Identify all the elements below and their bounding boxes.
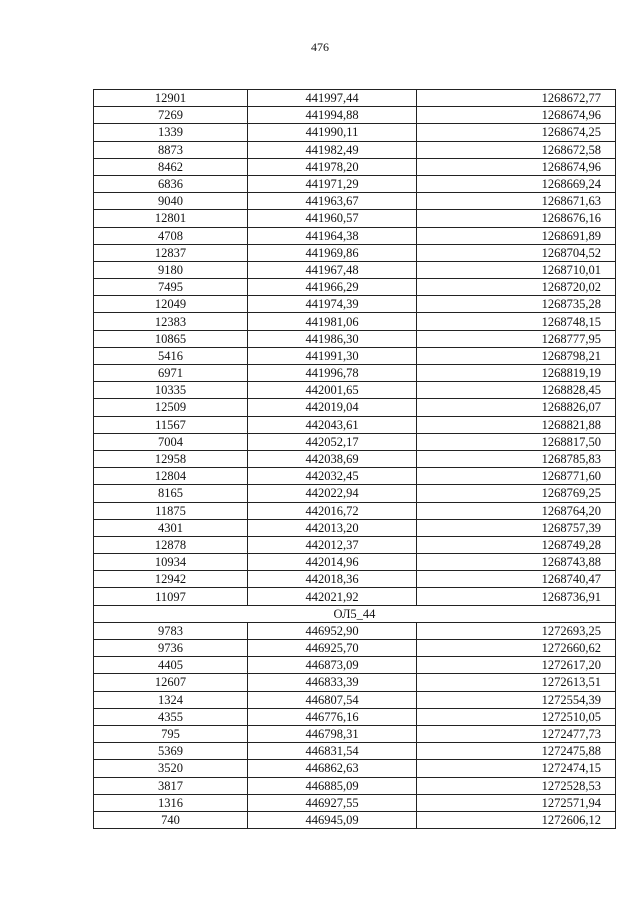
point-id-cell: 8873 — [94, 141, 248, 158]
x-coordinate-cell: 442022,94 — [248, 485, 417, 502]
x-coordinate-cell: 441966,29 — [248, 279, 417, 296]
point-id-cell: 3520 — [94, 760, 248, 777]
point-id-cell: 1324 — [94, 691, 248, 708]
section-label: ОЛ5_44 — [94, 605, 616, 622]
table-row — [94, 382, 616, 399]
point-id-cell: 1339 — [94, 124, 248, 141]
y-coordinate-cell: 1272660,62 — [417, 640, 616, 657]
x-coordinate-cell: 446798,31 — [248, 725, 417, 742]
x-coordinate-cell: 442018,36 — [248, 571, 417, 588]
table-row — [94, 107, 616, 124]
y-coordinate-cell: 1268817,50 — [417, 433, 616, 450]
y-coordinate-cell: 1268674,25 — [417, 124, 616, 141]
table-row — [94, 571, 616, 588]
table-row — [94, 640, 616, 657]
x-coordinate-cell: 442032,45 — [248, 468, 417, 485]
x-coordinate-cell: 446776,16 — [248, 708, 417, 725]
x-coordinate-cell: 446833,39 — [248, 674, 417, 691]
y-coordinate-cell: 1268785,83 — [417, 450, 616, 467]
y-coordinate-cell: 1272477,73 — [417, 725, 616, 742]
y-coordinate-cell: 1272474,15 — [417, 760, 616, 777]
table-row — [94, 708, 616, 725]
table-row — [94, 296, 616, 313]
x-coordinate-cell: 441960,57 — [248, 210, 417, 227]
table-row — [94, 90, 616, 107]
x-coordinate-cell: 441997,44 — [248, 90, 417, 107]
y-coordinate-cell: 1272606,12 — [417, 811, 616, 828]
x-coordinate-cell: 446927,55 — [248, 794, 417, 811]
point-id-cell: 4301 — [94, 519, 248, 536]
table-row — [94, 743, 616, 760]
point-id-cell: 12383 — [94, 313, 248, 330]
point-id-cell: 12804 — [94, 468, 248, 485]
x-coordinate-cell: 442012,37 — [248, 536, 417, 553]
x-coordinate-cell: 446873,09 — [248, 657, 417, 674]
table-row — [94, 399, 616, 416]
y-coordinate-cell: 1272617,20 — [417, 657, 616, 674]
x-coordinate-cell: 441964,38 — [248, 227, 417, 244]
table-row — [94, 416, 616, 433]
x-coordinate-cell: 442013,20 — [248, 519, 417, 536]
x-coordinate-cell: 442019,04 — [248, 399, 417, 416]
table-row — [94, 468, 616, 485]
y-coordinate-cell: 1268764,20 — [417, 502, 616, 519]
point-id-cell: 12958 — [94, 450, 248, 467]
x-coordinate-cell: 441994,88 — [248, 107, 417, 124]
point-id-cell: 11875 — [94, 502, 248, 519]
point-id-cell: 7495 — [94, 279, 248, 296]
x-coordinate-cell: 441978,20 — [248, 158, 417, 175]
table-row — [94, 657, 616, 674]
y-coordinate-cell: 1268691,89 — [417, 227, 616, 244]
coordinates-table — [93, 89, 616, 829]
y-coordinate-cell: 1268748,15 — [417, 313, 616, 330]
y-coordinate-cell: 1268736,91 — [417, 588, 616, 605]
point-id-cell: 4708 — [94, 227, 248, 244]
point-id-cell: 12607 — [94, 674, 248, 691]
x-coordinate-cell: 442001,65 — [248, 382, 417, 399]
point-id-cell: 12801 — [94, 210, 248, 227]
y-coordinate-cell: 1268669,24 — [417, 175, 616, 192]
point-id-cell: 9180 — [94, 261, 248, 278]
x-coordinate-cell: 446862,63 — [248, 760, 417, 777]
table-row — [94, 450, 616, 467]
y-coordinate-cell: 1272528,53 — [417, 777, 616, 794]
point-id-cell: 10335 — [94, 382, 248, 399]
table-row — [94, 279, 616, 296]
x-coordinate-cell: 442038,69 — [248, 450, 417, 467]
x-coordinate-cell: 441969,86 — [248, 244, 417, 261]
x-coordinate-cell: 441982,49 — [248, 141, 417, 158]
table-row — [94, 811, 616, 828]
point-id-cell: 9736 — [94, 640, 248, 657]
y-coordinate-cell: 1268720,02 — [417, 279, 616, 296]
x-coordinate-cell: 442021,92 — [248, 588, 417, 605]
table-row — [94, 261, 616, 278]
x-coordinate-cell: 446952,90 — [248, 622, 417, 639]
point-id-cell: 4405 — [94, 657, 248, 674]
point-id-cell: 7269 — [94, 107, 248, 124]
point-id-cell: 12901 — [94, 90, 248, 107]
table-row — [94, 588, 616, 605]
table-row — [94, 124, 616, 141]
point-id-cell: 10934 — [94, 554, 248, 571]
y-coordinate-cell: 1272693,25 — [417, 622, 616, 639]
x-coordinate-cell: 441996,78 — [248, 365, 417, 382]
table-row — [94, 347, 616, 364]
table-row — [94, 313, 616, 330]
table-row — [94, 330, 616, 347]
x-coordinate-cell: 441990,11 — [248, 124, 417, 141]
y-coordinate-cell: 1272554,39 — [417, 691, 616, 708]
y-coordinate-cell: 1272510,05 — [417, 708, 616, 725]
x-coordinate-cell: 441971,29 — [248, 175, 417, 192]
y-coordinate-cell: 1268777,95 — [417, 330, 616, 347]
point-id-cell: 8462 — [94, 158, 248, 175]
y-coordinate-cell: 1268672,58 — [417, 141, 616, 158]
y-coordinate-cell: 1272613,51 — [417, 674, 616, 691]
x-coordinate-cell: 442016,72 — [248, 502, 417, 519]
y-coordinate-cell: 1268749,28 — [417, 536, 616, 553]
y-coordinate-cell: 1268798,21 — [417, 347, 616, 364]
table-row — [94, 175, 616, 192]
x-coordinate-cell: 442014,96 — [248, 554, 417, 571]
y-coordinate-cell: 1268674,96 — [417, 107, 616, 124]
y-coordinate-cell: 1272571,94 — [417, 794, 616, 811]
y-coordinate-cell: 1268821,88 — [417, 416, 616, 433]
point-id-cell: 6836 — [94, 175, 248, 192]
table-row — [94, 674, 616, 691]
point-id-cell: 9040 — [94, 193, 248, 210]
point-id-cell: 1316 — [94, 794, 248, 811]
table-row — [94, 141, 616, 158]
point-id-cell: 3817 — [94, 777, 248, 794]
y-coordinate-cell: 1268735,28 — [417, 296, 616, 313]
table-row — [94, 193, 616, 210]
y-coordinate-cell: 1268771,60 — [417, 468, 616, 485]
point-id-cell: 8165 — [94, 485, 248, 502]
y-coordinate-cell: 1268740,47 — [417, 571, 616, 588]
point-id-cell: 5416 — [94, 347, 248, 364]
x-coordinate-cell: 441963,67 — [248, 193, 417, 210]
table-row — [94, 725, 616, 742]
x-coordinate-cell: 441974,39 — [248, 296, 417, 313]
table-row — [94, 777, 616, 794]
table-row — [94, 210, 616, 227]
point-id-cell: 12049 — [94, 296, 248, 313]
table-row — [94, 536, 616, 553]
point-id-cell: 795 — [94, 725, 248, 742]
y-coordinate-cell: 1272475,88 — [417, 743, 616, 760]
y-coordinate-cell: 1268671,63 — [417, 193, 616, 210]
point-id-cell: 740 — [94, 811, 248, 828]
x-coordinate-cell: 446945,09 — [248, 811, 417, 828]
table-row — [94, 158, 616, 175]
table-row — [94, 227, 616, 244]
y-coordinate-cell: 1268676,16 — [417, 210, 616, 227]
y-coordinate-cell: 1268710,01 — [417, 261, 616, 278]
point-id-cell: 6971 — [94, 365, 248, 382]
point-id-cell: 5369 — [94, 743, 248, 760]
x-coordinate-cell: 442052,17 — [248, 433, 417, 450]
table-row — [94, 433, 616, 450]
x-coordinate-cell: 441991,30 — [248, 347, 417, 364]
table-row — [94, 794, 616, 811]
point-id-cell: 12837 — [94, 244, 248, 261]
point-id-cell: 12878 — [94, 536, 248, 553]
section-row — [94, 605, 616, 622]
table-row — [94, 502, 616, 519]
table-row — [94, 365, 616, 382]
x-coordinate-cell: 442043,61 — [248, 416, 417, 433]
y-coordinate-cell: 1268674,96 — [417, 158, 616, 175]
y-coordinate-cell: 1268826,07 — [417, 399, 616, 416]
x-coordinate-cell: 446807,54 — [248, 691, 417, 708]
table-row — [94, 554, 616, 571]
coordinates-table-body — [94, 90, 616, 829]
point-id-cell: 9783 — [94, 622, 248, 639]
y-coordinate-cell: 1268743,88 — [417, 554, 616, 571]
y-coordinate-cell: 1268769,25 — [417, 485, 616, 502]
point-id-cell: 11097 — [94, 588, 248, 605]
page-number: 476 — [311, 40, 329, 54]
point-id-cell: 7004 — [94, 433, 248, 450]
table-row — [94, 691, 616, 708]
y-coordinate-cell: 1268704,52 — [417, 244, 616, 261]
table-row — [94, 519, 616, 536]
y-coordinate-cell: 1268819,19 — [417, 365, 616, 382]
x-coordinate-cell: 441967,48 — [248, 261, 417, 278]
x-coordinate-cell: 446925,70 — [248, 640, 417, 657]
point-id-cell: 4355 — [94, 708, 248, 725]
table-row — [94, 244, 616, 261]
point-id-cell: 12509 — [94, 399, 248, 416]
y-coordinate-cell: 1268672,77 — [417, 90, 616, 107]
y-coordinate-cell: 1268757,39 — [417, 519, 616, 536]
table-row — [94, 622, 616, 639]
point-id-cell: 12942 — [94, 571, 248, 588]
table-row — [94, 485, 616, 502]
y-coordinate-cell: 1268828,45 — [417, 382, 616, 399]
x-coordinate-cell: 441986,30 — [248, 330, 417, 347]
table-row — [94, 760, 616, 777]
point-id-cell: 10865 — [94, 330, 248, 347]
x-coordinate-cell: 446885,09 — [248, 777, 417, 794]
point-id-cell: 11567 — [94, 416, 248, 433]
x-coordinate-cell: 441981,06 — [248, 313, 417, 330]
x-coordinate-cell: 446831,54 — [248, 743, 417, 760]
